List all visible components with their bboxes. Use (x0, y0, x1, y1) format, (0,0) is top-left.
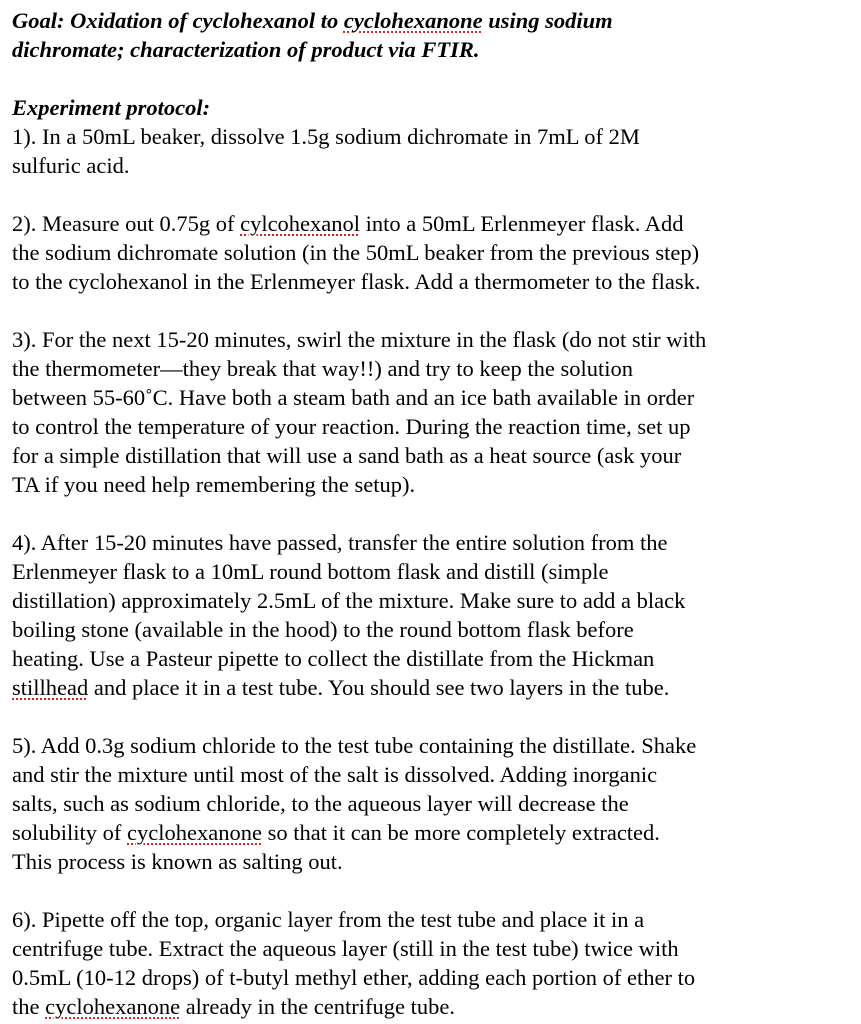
step-line: distillation) approximately 2.5mL of the mixture. Make sure to add a black (12, 588, 686, 613)
step-line: This process is known as salting out. (12, 849, 343, 874)
step-line: 0.5mL (10-12 drops) of t-butyl methyl ether, adding each portion of ether to (12, 965, 696, 990)
flagged-word: cyclohexanone (45, 994, 181, 1019)
step-line: Erlenmeyer flask to a 10mL round bottom flask and distill (simple (12, 559, 609, 584)
paragraph-gap (12, 702, 857, 731)
protocol-heading: Experiment protocol: (12, 95, 211, 120)
flagged-word: cylcohexanol (240, 211, 361, 236)
step-line: 4). After 15-20 minutes have passed, transfer the entire solution from the (12, 530, 668, 555)
step-line: 1). In a 50mL beaker, dissolve 1.5g sodium dichromate in 7mL of 2M (12, 124, 640, 149)
step-line: for a simple distillation that will use a sand bath as a heat source (ask your (12, 443, 682, 468)
step-line: into a 50mL Erlenmeyer flask. Add (360, 211, 684, 236)
step-line: salts, such as sodium chloride, to the aqueous layer will decrease the (12, 791, 629, 816)
step-line: 6). Pipette off the top, organic layer from the test tube and place it in a (12, 907, 645, 932)
step-line: 2). Measure out 0.75g of (12, 211, 241, 236)
step-line: sulfuric acid. (12, 153, 130, 178)
step-line: centrifuge tube. Extract the aqueous layer (still in the test tube) twice with (12, 936, 679, 961)
step-line: to control the temperature of your reaction. During the reaction time, set up (12, 414, 691, 439)
document-body (12, 6, 857, 1021)
flagged-word: cyclohexanone (343, 8, 483, 33)
step-2 (12, 209, 857, 296)
step-line: heating. Use a Pasteur pipette to collect the distillate from the Hickman (12, 646, 655, 671)
step-line: boiling stone (available in the hood) to the round bottom flask before (12, 617, 634, 642)
goal-text: dichromate; characterization of product via FTIR. (12, 37, 480, 62)
paragraph-gap (12, 876, 857, 905)
step-line: so that it can be more completely extracted. (261, 820, 660, 845)
step-line: TA if you need help remembering the setup). (12, 472, 416, 497)
step-line: 3). For the next 15-20 minutes, swirl the mixture in the flask (do not stir with (12, 327, 707, 352)
step-line: already in the centrifuge tube. (180, 994, 455, 1019)
step-line: 5). Add 0.3g sodium chloride to the test tube containing the distillate. Shake (12, 733, 697, 758)
step-line: between 55-60˚C. Have both a steam bath and an ice bath available in order (12, 385, 695, 410)
step-line: the (12, 994, 46, 1019)
step-line: the sodium dichromate solution (in the 50mL beaker from the previous step) (12, 240, 700, 265)
paragraph-gap (12, 499, 857, 528)
goal-text: using sodium (482, 8, 613, 33)
step-5 (12, 731, 857, 876)
goal-text: Goal: Oxidation of cyclohexanol to (12, 8, 344, 33)
step-line: the thermometer—they break that way!!) and try to keep the solution (12, 356, 634, 381)
step-line: and place it in a test tube. You should see two layers in the tube. (88, 675, 670, 700)
goal-heading (12, 6, 857, 64)
paragraph-gap (12, 180, 857, 209)
step-6 (12, 905, 857, 1021)
flagged-word: stillhead (12, 675, 89, 700)
step-3 (12, 325, 857, 499)
flagged-word: cyclohexanone (127, 820, 262, 845)
step-1 (12, 122, 857, 180)
paragraph-gap (12, 296, 857, 325)
step-line: solubility of (12, 820, 128, 845)
step-line: to the cyclohexanol in the Erlenmeyer flask. Add a thermometer to the flask. (12, 269, 701, 294)
step-line: and stir the mixture until most of the salt is dissolved. Adding inorganic (12, 762, 658, 787)
step-4 (12, 528, 857, 702)
